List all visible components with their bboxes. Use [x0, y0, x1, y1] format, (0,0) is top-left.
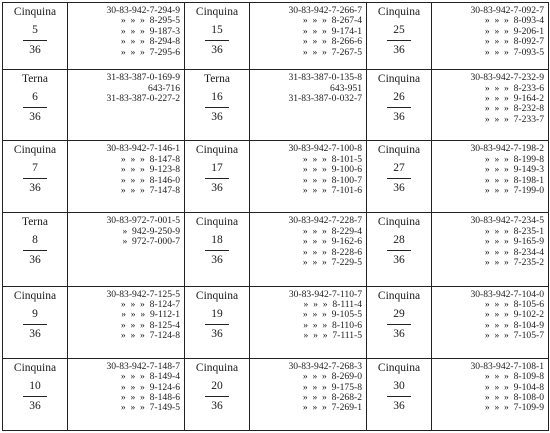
fraction-bar: [387, 40, 411, 41]
entry-number: 26: [393, 91, 405, 104]
number-line: » » » 7-199-0: [484, 184, 544, 196]
table-row: [3, 213, 549, 286]
entry-denominator: 36: [211, 399, 223, 412]
number-line: 30-83-942-7-092-7: [470, 5, 544, 16]
entry-data-cell: [68, 141, 185, 213]
number-line: » » » 9-104-8: [484, 381, 544, 393]
number-line: 30-83-942-7-104-0: [470, 288, 544, 300]
entry-label: [3, 359, 67, 413]
number-line: » » » 7-295-6: [120, 46, 180, 58]
entry-denominator: 36: [29, 327, 41, 340]
fraction-bar: [205, 324, 229, 325]
number-line: 30-83-942-7-294-9: [106, 5, 180, 16]
entry-type: Cinquina: [377, 144, 421, 157]
number-line: » » » 8-233-6: [484, 82, 544, 94]
entry-label: [367, 213, 431, 267]
entry-label: [185, 287, 249, 341]
number-list: [68, 70, 184, 104]
number-line: » » » 7-229-5: [302, 257, 362, 269]
fraction-bar: [23, 40, 47, 41]
entry-number: 6: [32, 91, 38, 104]
entry-denominator: 36: [393, 111, 405, 124]
fraction-bar: [387, 324, 411, 325]
number-list: [432, 287, 548, 342]
number-line: » » » 9-123-8: [120, 164, 180, 176]
number-list: [250, 213, 366, 268]
entry-label-cell: [185, 286, 250, 358]
fraction-bar: [23, 324, 47, 325]
number-line: » » » 8-267-4: [302, 15, 362, 27]
number-line: » » » 8-147-8: [120, 153, 180, 165]
entry-label-cell: [367, 213, 432, 286]
entry-label: [185, 213, 249, 267]
entry-type: Cinquina: [13, 6, 57, 18]
entry-number: 19: [211, 307, 223, 320]
entry-number: 20: [211, 379, 223, 392]
entry-number: 28: [393, 234, 405, 247]
number-line: » » » 7-233-7: [484, 113, 544, 125]
number-line: » » » 8-229-4: [302, 225, 362, 237]
number-line: » » » 9-105-5: [302, 309, 362, 321]
number-line: 30-83-942-7-100-8: [288, 143, 362, 155]
number-list: [432, 3, 548, 58]
entry-denominator: 36: [393, 327, 405, 340]
entry-number: 29: [393, 307, 405, 320]
entry-denominator: 36: [211, 182, 223, 195]
fraction-bar: [205, 250, 229, 251]
entry-denominator: 36: [393, 399, 405, 412]
number-line: » » » 7-109-9: [484, 402, 544, 414]
number-line: » » » 8-104-9: [484, 319, 544, 331]
entry-denominator: 36: [29, 182, 41, 195]
fraction-bar: [387, 250, 411, 251]
number-line: » » » 7-101-6: [302, 184, 362, 196]
entry-label: [367, 287, 431, 341]
number-list: [432, 70, 548, 125]
entry-type: Cinquina: [195, 6, 239, 18]
number-line: » » » 8-199-8: [484, 153, 544, 165]
fraction-bar: [23, 250, 47, 251]
number-line: » » » 8-125-4: [120, 319, 180, 331]
entry-label-cell: [185, 358, 250, 430]
number-line: 30-83-942-7-266-7: [288, 5, 362, 16]
number-line: 30-83-942-7-234-5: [470, 215, 544, 227]
number-line: » » » 8-269-0: [302, 371, 362, 383]
number-line: » » » 8-234-4: [484, 246, 544, 258]
entry-data-cell: [68, 358, 185, 430]
entry-data-cell: [250, 141, 367, 213]
entry-type: Cinquina: [13, 144, 57, 157]
fraction-bar: [23, 396, 47, 397]
number-line: 643-716: [148, 82, 180, 94]
entry-data-cell: [432, 70, 549, 141]
entry-denominator: 36: [29, 254, 41, 267]
table-row: [3, 3, 549, 70]
number-line: » » » 8-266-6: [302, 36, 362, 48]
number-list: [68, 359, 184, 414]
number-line: » » » 8-268-2: [302, 392, 362, 403]
entry-data-cell: [68, 213, 185, 286]
entry-number: 5: [32, 24, 38, 36]
number-list: [432, 359, 548, 414]
number-line: » » » 7-267-5: [302, 46, 362, 58]
entry-denominator: 36: [393, 182, 405, 195]
number-list: [250, 359, 366, 414]
table-row: [3, 286, 549, 358]
entry-type: Cinquina: [377, 216, 421, 229]
number-list: [250, 70, 366, 104]
entry-denominator: 36: [29, 399, 41, 412]
entry-type: Cinquina: [377, 289, 421, 302]
entry-data-cell: [432, 3, 549, 70]
entry-denominator: 36: [393, 254, 405, 267]
fraction-bar: [205, 178, 229, 179]
number-line: 30-83-942-7-232-9: [470, 72, 544, 84]
number-line: » » » 8-093-4: [484, 15, 544, 27]
entry-number: 30: [393, 379, 405, 392]
entry-type: Cinquina: [13, 361, 57, 374]
entry-type: Terna: [203, 73, 230, 86]
entry-label-cell: [3, 3, 68, 70]
entry-number: 16: [211, 91, 223, 104]
entry-label-cell: [185, 70, 250, 141]
entry-number: 15: [211, 24, 223, 36]
number-line: » » » 8-228-6: [302, 246, 362, 258]
number-line: » » » 8-235-1: [484, 225, 544, 237]
entry-denominator: 36: [211, 327, 223, 340]
entry-data-cell: [432, 213, 549, 286]
entry-number: 7: [32, 162, 38, 175]
number-line: » » » 9-149-3: [484, 164, 544, 176]
number-line: 643-951: [330, 82, 362, 94]
entry-data-cell: [68, 286, 185, 358]
entry-label: [3, 287, 67, 341]
number-list: [250, 3, 366, 58]
number-line: 30-83-942-7-198-2: [470, 143, 544, 155]
entry-label: [367, 70, 431, 124]
entry-denominator: 36: [211, 111, 223, 124]
number-line: » » » 7-111-5: [303, 330, 362, 342]
entry-type: Cinquina: [377, 6, 421, 18]
number-line: 30-83-942-7-228-7: [288, 215, 362, 227]
entry-data-cell: [68, 3, 185, 70]
number-line: » » » 8-149-4: [120, 371, 180, 383]
entry-label: [3, 213, 67, 267]
entry-denominator: 36: [211, 254, 223, 267]
entry-type: Cinquina: [195, 289, 239, 302]
entry-number: 27: [393, 162, 405, 175]
number-line: 30-83-942-7-108-1: [470, 360, 544, 372]
number-line: 31-83-387-0-032-7: [288, 92, 362, 104]
fraction-bar: [387, 396, 411, 397]
fraction-bar: [387, 107, 411, 108]
table-row: [3, 70, 549, 141]
entry-type: Cinquina: [195, 361, 239, 374]
table-body: [3, 3, 549, 431]
entry-label-cell: [3, 213, 68, 286]
number-line: 30-83-972-7-001-5: [106, 215, 180, 227]
entry-label: [3, 70, 67, 124]
entry-label: [185, 141, 249, 195]
number-line: » » » 9-162-6: [302, 236, 362, 248]
entry-number: 9: [32, 307, 38, 320]
entry-label-cell: [3, 70, 68, 141]
entry-label-cell: [185, 3, 250, 70]
fraction-bar: [23, 178, 47, 179]
number-list: [250, 287, 366, 342]
entry-label-cell: [367, 141, 432, 213]
entry-label-cell: [185, 141, 250, 213]
entry-label: [367, 3, 431, 57]
fraction-bar: [205, 396, 229, 397]
fraction-bar: [205, 107, 229, 108]
entry-label: [185, 70, 249, 124]
number-line: » » » 8-101-5: [302, 153, 362, 165]
entry-label-cell: [367, 70, 432, 141]
number-list: [68, 213, 184, 247]
number-list: [68, 3, 184, 58]
number-line: » 942-9-250-9: [122, 225, 180, 237]
number-line: » » » 8-108-0: [484, 392, 544, 403]
number-line: » » » 9-112-1: [121, 309, 180, 321]
number-line: 31-83-387-0-227-2: [106, 92, 180, 104]
number-line: » » » 9-100-6: [302, 164, 362, 176]
entry-label-cell: [3, 141, 68, 213]
number-line: » » » 7-147-8: [120, 184, 180, 196]
number-list: [68, 287, 184, 342]
entry-number: 10: [29, 379, 41, 392]
number-line: » » » 8-148-6: [120, 392, 180, 403]
number-line: » » » 8-105-6: [484, 299, 544, 311]
entry-type: Cinquina: [13, 289, 57, 302]
entry-data-cell: [250, 286, 367, 358]
number-line: » » » 8-294-8: [120, 36, 180, 48]
number-line: » » » 7-149-5: [120, 402, 180, 414]
number-line: » » » 8-232-8: [484, 103, 544, 115]
number-line: » 972-7-000-7: [122, 236, 180, 248]
entry-number: 25: [393, 24, 405, 36]
entry-type: Terna: [21, 73, 48, 86]
number-line: » » » 8-198-1: [484, 174, 544, 186]
number-line: » » » 8-092-7: [484, 36, 544, 48]
number-line: » » » 9-174-1: [302, 25, 362, 37]
number-line: » » » 7-124-8: [120, 330, 180, 342]
number-line: 31-83-387-0-135-8: [288, 72, 362, 84]
number-line: » » » 8-295-5: [120, 15, 180, 27]
entry-denominator: 36: [211, 44, 223, 56]
lottery-table: [2, 2, 549, 431]
entry-label-cell: [3, 286, 68, 358]
number-line: 30-83-942-7-110-7: [288, 288, 362, 300]
table-row: [3, 358, 549, 430]
fraction-bar: [23, 107, 47, 108]
entry-label: [3, 141, 67, 195]
entry-denominator: 36: [29, 111, 41, 124]
entry-label-cell: [367, 286, 432, 358]
number-list: [432, 141, 548, 196]
number-line: 30-83-942-7-268-3: [288, 360, 362, 372]
entry-type: Cinquina: [377, 73, 421, 86]
entry-label-cell: [3, 358, 68, 430]
number-line: 31-83-387-0-169-9: [106, 72, 180, 84]
entry-number: 18: [211, 234, 223, 247]
entry-data-cell: [432, 141, 549, 213]
number-line: » » » 7-235-2: [484, 257, 544, 269]
number-line: » » » 9-124-6: [120, 381, 180, 393]
entry-data-cell: [432, 358, 549, 430]
number-line: » » » 8-110-6: [303, 319, 362, 331]
entry-label-cell: [367, 3, 432, 70]
number-line: » » » 9-164-2: [484, 92, 544, 104]
number-line: » » » 9-187-3: [120, 25, 180, 37]
number-line: » » » 8-111-4: [303, 299, 362, 311]
entry-data-cell: [250, 213, 367, 286]
entry-denominator: 36: [29, 44, 41, 56]
entry-label: [367, 141, 431, 195]
entry-type: Cinquina: [195, 216, 239, 229]
number-line: » » » 8-100-7: [302, 174, 362, 186]
number-list: [250, 141, 366, 196]
entry-denominator: 36: [393, 44, 405, 56]
number-line: » » » 9-165-9: [484, 236, 544, 248]
number-line: » » » 7-269-1: [302, 402, 362, 414]
entry-type: Terna: [21, 216, 48, 229]
entry-data-cell: [68, 70, 185, 141]
number-line: » » » 7-093-5: [484, 46, 544, 58]
number-line: 30-83-942-7-148-7: [106, 360, 180, 372]
number-line: » » » 8-146-0: [120, 174, 180, 186]
entry-data-cell: [250, 358, 367, 430]
entry-number: 8: [32, 234, 38, 247]
number-line: » » » 8-124-7: [120, 299, 180, 311]
entry-label: [185, 3, 249, 57]
number-line: » » » 9-175-8: [302, 381, 362, 393]
entry-data-cell: [432, 286, 549, 358]
number-line: 30-83-942-7-146-1: [106, 143, 180, 155]
entry-data-cell: [250, 3, 367, 70]
entry-label: [3, 3, 67, 57]
entry-label: [367, 359, 431, 413]
number-line: » » » 8-109-8: [484, 371, 544, 383]
number-line: » » » 9-102-2: [484, 309, 544, 321]
number-line: » » » 9-206-1: [484, 25, 544, 37]
number-line: » » » 7-105-7: [484, 330, 544, 342]
entry-type: Cinquina: [195, 144, 239, 157]
entry-label: [185, 359, 249, 413]
entry-label-cell: [185, 213, 250, 286]
number-list: [68, 141, 184, 196]
number-list: [432, 213, 548, 268]
entry-number: 17: [211, 162, 223, 175]
number-line: 30-83-942-7-125-5: [106, 288, 180, 300]
fraction-bar: [387, 178, 411, 179]
table-row: [3, 141, 549, 213]
entry-type: Cinquina: [377, 361, 421, 374]
entry-label-cell: [367, 358, 432, 430]
fraction-bar: [205, 40, 229, 41]
entry-data-cell: [250, 70, 367, 141]
